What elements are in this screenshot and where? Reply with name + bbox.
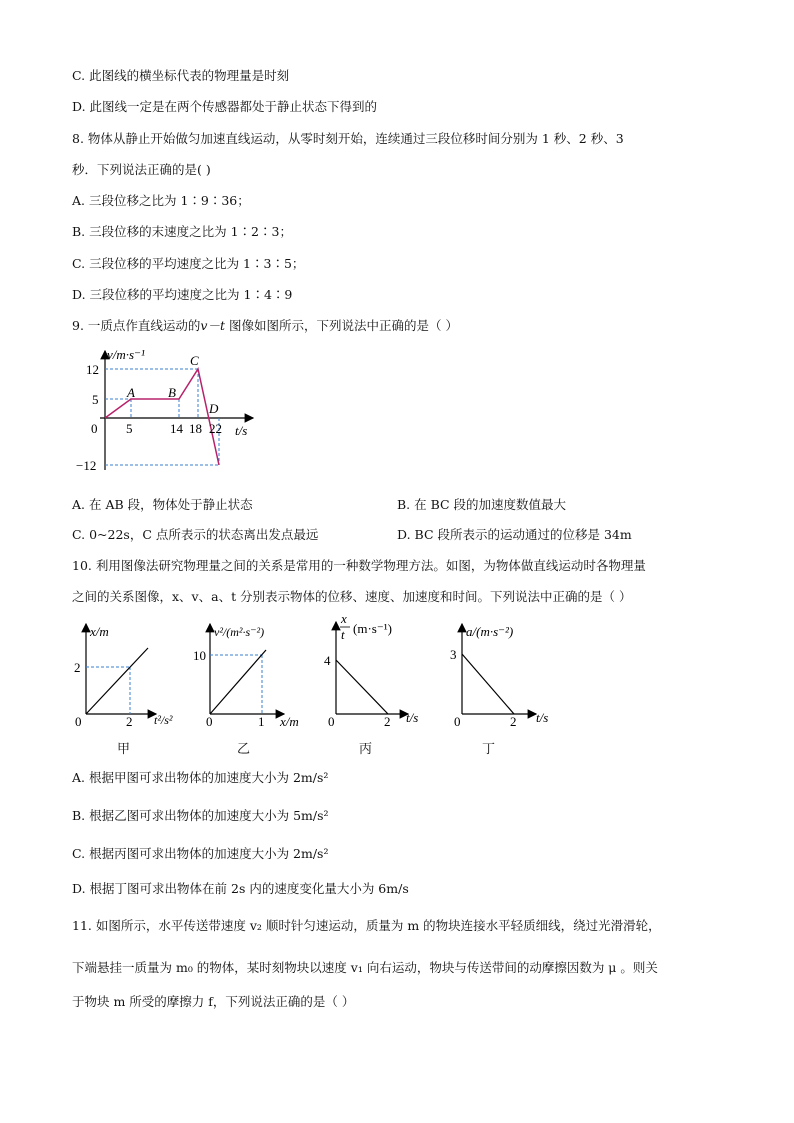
q10-option-d: D. 根据丁图可求出物体在前 2s 内的速度变化量大小为 6m/s bbox=[72, 881, 409, 896]
yi-y-label: v²/(m²·s⁻²) bbox=[214, 625, 265, 639]
bing-y-unit: (m·s⁻¹) bbox=[353, 621, 392, 636]
q9-stem-start: 9. 一质点作直线运动的 bbox=[72, 318, 201, 333]
ding-y-tick: 3 bbox=[450, 647, 457, 662]
ding-origin: 0 bbox=[454, 714, 461, 729]
caption-ding: 丁 bbox=[482, 742, 496, 757]
q9-option-c: C. 0~22s，C 点所表示的状态离出发点最远 bbox=[72, 527, 319, 542]
q9-option-b: B. 在 BC 段的加速度数值最大 bbox=[397, 497, 567, 512]
x-axis-label: t/s bbox=[235, 423, 248, 438]
y-axis-label: v/m·s⁻¹ bbox=[107, 347, 145, 362]
graph-bing bbox=[318, 610, 438, 730]
q9-stem bbox=[72, 318, 458, 334]
yi-data-line bbox=[210, 650, 266, 714]
jia-x-label: t²/s² bbox=[154, 713, 173, 727]
jia-data-line bbox=[86, 648, 148, 714]
y-tick-5: 5 bbox=[92, 392, 99, 407]
bing-x-label: t/s bbox=[406, 710, 419, 725]
ding-x-label: t/s bbox=[536, 710, 549, 725]
q8-option-a: A. 三段位移之比为 1∶9∶36； bbox=[72, 193, 250, 208]
ding-y-label: a/(m·s⁻²) bbox=[466, 624, 514, 639]
q10-option-a: A. 根据甲图可求出物体的加速度大小为 2m/s² bbox=[72, 770, 329, 785]
q10-option-b: B. 根据乙图可求出物体的加速度大小为 5m/s² bbox=[72, 808, 329, 823]
q11-stem-line1: 11. 如图所示，水平传送带速度 v₂ 顺时针匀速运动，质量为 m 的物块连接水平轻质细线，绕过光滑滑轮， bbox=[72, 918, 661, 933]
graph-ding bbox=[446, 618, 571, 730]
jia-x-tick: 2 bbox=[126, 714, 133, 729]
graph-jia bbox=[68, 618, 198, 730]
q11-stem-line3: 于物块 m 所受的摩擦力 f，下列说法正确的是（ ） bbox=[72, 994, 355, 1009]
caption-bing: 丙 bbox=[359, 742, 373, 757]
bing-data-line bbox=[336, 660, 388, 714]
ding-x-tick: 2 bbox=[510, 714, 517, 729]
jia-origin: 0 bbox=[75, 714, 82, 729]
point-b-label: B bbox=[168, 385, 176, 400]
q9-stem-end: 图像如图所示，下列说法中正确的是（ ） bbox=[225, 318, 458, 333]
point-c-label: C bbox=[190, 353, 199, 368]
bing-y-tick: 4 bbox=[324, 653, 331, 668]
bing-origin: 0 bbox=[328, 714, 335, 729]
q8-option-b: B. 三段位移的末速度之比为 1∶2∶3； bbox=[72, 224, 292, 239]
q11-stem-line2: 下端悬挂一质量为 m₀ 的物体，某时刻物块以速度 v₁ 向右运动，物块与传送带间的动摩擦因数为 μ 。则关 bbox=[72, 960, 658, 975]
caption-yi: 乙 bbox=[237, 742, 251, 757]
q9-option-d: D. BC 段所表示的运动通过的位移是 34m bbox=[397, 527, 632, 542]
q10-stem-line1: 10. 利用图像法研究物理量之间的关系是常用的一种数学物理方法。如图，为物体做直线运动时各物理量 bbox=[72, 558, 646, 573]
q10-option-c: C. 根据丙图可求出物体的加速度大小为 2m/s² bbox=[72, 846, 329, 861]
q8-option-d: D. 三段位移的平均速度之比为 1∶4∶9 bbox=[72, 287, 293, 302]
q7-option-c: C. 此图线的横坐标代表的物理量是时刻 bbox=[72, 68, 290, 83]
vt-data-line bbox=[105, 369, 219, 465]
jia-y-label: x/m bbox=[90, 624, 109, 639]
yi-x-tick: 1 bbox=[258, 714, 265, 729]
graph-yi bbox=[192, 618, 317, 730]
origin-label: 0 bbox=[91, 421, 98, 436]
ding-data-line bbox=[462, 654, 514, 714]
yi-x-label: x/m bbox=[280, 714, 299, 729]
q9-option-a: A. 在 AB 段，物体处于静止状态 bbox=[72, 497, 253, 512]
jia-y-tick: 2 bbox=[74, 660, 81, 675]
q9-stem-vt: v－t bbox=[200, 318, 225, 333]
q8-option-c: C. 三段位移的平均速度之比为 1∶3∶5； bbox=[72, 256, 305, 271]
caption-jia: 甲 bbox=[117, 742, 131, 757]
point-d-label: D bbox=[209, 401, 219, 416]
point-a-label: A bbox=[127, 385, 135, 400]
bing-y-num: x bbox=[341, 611, 347, 626]
q8-stem-line1: 8. 物体从静止开始做匀加速直线运动，从零时刻开始，连续通过三段位移时间分别为 1 秒、2 秒、3 bbox=[72, 131, 624, 146]
q10-stem-line2: 之间的关系图像，x、v、a、t 分别表示物体的位移、速度、加速度和时间。下列说法中正确的是（ ） bbox=[72, 589, 632, 604]
bing-x-tick: 2 bbox=[384, 714, 391, 729]
y-tick-12: 12 bbox=[86, 362, 99, 377]
q8-stem-line2: 秒．下列说法正确的是( ) bbox=[72, 162, 211, 177]
x-tick-5: 5 bbox=[126, 421, 133, 436]
yi-origin: 0 bbox=[206, 714, 213, 729]
x-tick-18: 18 bbox=[189, 421, 202, 436]
q7-option-d: D. 此图线一定是在两个传感器都处于静止状态下得到的 bbox=[72, 99, 378, 114]
yi-y-tick: 10 bbox=[193, 648, 206, 663]
x-tick-14: 14 bbox=[170, 421, 183, 436]
y-tick-neg12: −12 bbox=[76, 458, 97, 473]
q9-vt-graph bbox=[70, 345, 270, 480]
bing-y-den: t bbox=[341, 627, 345, 642]
x-tick-22: 22 bbox=[209, 421, 222, 436]
